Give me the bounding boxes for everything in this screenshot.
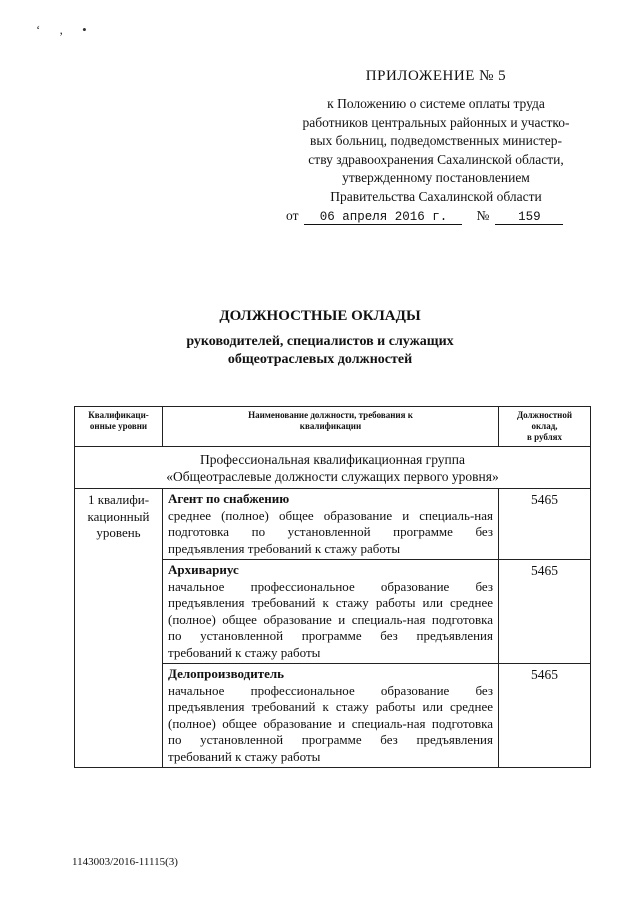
- position-cell: [163, 560, 499, 664]
- order-number: 159: [495, 210, 563, 225]
- order-date: 06 апреля 2016 г.: [304, 210, 462, 225]
- appendix-line: к Положению о системе оплаты труда: [327, 96, 545, 111]
- subtitle-line: общеотраслевых должностей: [227, 352, 413, 367]
- order-from-label: от: [286, 208, 299, 223]
- group-row: [75, 447, 591, 489]
- subtitle-line: руководителей, специалистов и служащих: [186, 334, 454, 349]
- appendix-line: Правительства Сахалинской области: [330, 188, 542, 204]
- appendix-line: утвержденному постановлением: [342, 170, 530, 185]
- document-code: 1143003/2016-11115(3): [72, 856, 178, 868]
- order-reference: [286, 208, 586, 225]
- position-cell: [163, 664, 499, 768]
- position-name: Агент по снабжению: [168, 491, 290, 506]
- appendix-block: [286, 68, 586, 225]
- group-cell: [75, 447, 591, 489]
- position-name: Архивариус: [168, 562, 239, 577]
- document-title: ДОЛЖНОСТНЫЕ ОКЛАДЫ: [219, 308, 421, 324]
- level-cell: 1 квалифи-кационный уровень: [75, 489, 163, 768]
- table-header-row: [75, 407, 591, 447]
- position-requirements: начальное профессиональное образование без предъявления требований к стажу работы или среднее (полное) общее образование и специаль-ная подготовка по установленной программе без предъявления требований к стажу работы: [168, 578, 493, 660]
- header-salary-line: оклад,: [531, 421, 558, 431]
- salary-cell: 5465: [499, 664, 591, 768]
- header-salary-line: Должностной: [516, 410, 573, 420]
- scan-marks: ‘ , •: [36, 22, 95, 37]
- header-position: Наименование должности, требования к квалификации: [163, 407, 499, 447]
- document-subtitle: [0, 333, 640, 369]
- appendix-title: ПРИЛОЖЕНИЕ № 5: [365, 68, 507, 84]
- group-title: Профессиональная квалификационная группа: [200, 452, 465, 467]
- salary-table: [74, 406, 591, 768]
- group-name: «Общеотраслевые должности служащих первого уровня»: [166, 469, 499, 484]
- position-name: Делопроизводитель: [168, 666, 285, 681]
- position-requirements: среднее (полное) общее образование и специаль-ная подготовка по установленной программе без предъявления требований к стажу работы: [168, 507, 493, 556]
- table-row: [75, 489, 591, 560]
- header-salary-line: в рублях: [526, 432, 563, 442]
- order-number-label: №: [476, 208, 490, 223]
- appendix-line: ству здравоохранения Сахалинской области,: [308, 151, 564, 167]
- salary-cell: 5465: [499, 560, 591, 664]
- salary-cell: 5465: [499, 489, 591, 560]
- header-level: Квалификаци-онные уровни: [75, 407, 163, 447]
- position-requirements: начальное профессиональное образование без предъявления требований к стажу работы или среднее (полное) общее образование и специаль-ная подготовка по установленной программе без предъявления требований к стажу работы: [168, 682, 493, 764]
- position-cell: [163, 489, 499, 560]
- header-salary: [499, 407, 591, 447]
- appendix-line: вых больниц, подведомственных министер-: [310, 133, 562, 148]
- appendix-line: работников центральных районных и участко-: [302, 114, 570, 130]
